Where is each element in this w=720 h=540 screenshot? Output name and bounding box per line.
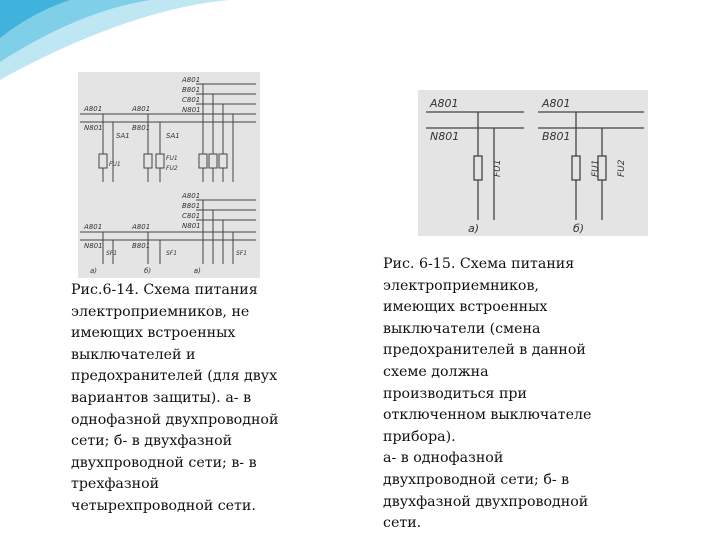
label-fu2: FU1 [166,155,178,162]
label-bus-n4: N801 [182,222,201,230]
label-sf1: SF1 [106,250,118,257]
label-fu2b: FU2 [166,165,178,172]
label-bus-a3: A801 [182,76,201,84]
label-bus-b2: B801 [132,124,151,132]
label-bus-c3: C801 [182,96,201,104]
label-bus-a4: A801 [182,192,201,200]
label-bus-a2: A801 [132,105,151,113]
label-bus-b-right: B801 [542,130,571,143]
label-sa1: SA1 [116,132,130,140]
figure-6-15-image [418,90,648,236]
label-bus-a-right: A801 [542,97,571,110]
label-variant-a: а) [90,267,98,275]
label-bus-b6: B801 [132,242,151,250]
label-variant-a-right: а) [468,222,480,235]
label-fu-right-1: FU1 [591,159,601,177]
label-bus-b4: B801 [182,202,201,210]
label-bus-a1: A801 [84,105,103,113]
label-sf2: SF1 [166,250,178,257]
label-variant-b-right: б) [573,222,585,235]
label-bus-n1: N801 [84,124,103,132]
label-bus-n-left: N801 [430,130,460,143]
figure-6-14-caption: Рис.6-14. Схема питания электроприемников, не имеющих встроенных выключателей и предохранителей (для двух вариантов защиты). а- в однофазной двухпроводной сети; б- в двухфазной двухпроводной сети; в- в трехфазной четырехпроводной сети. [71,282,279,514]
label-bus-c4: C801 [182,212,201,220]
label-sa2: SA1 [166,132,180,140]
label-fu-left: FU1 [493,159,503,177]
label-sf3: SF1 [236,250,248,257]
figure-6-15-caption: Рис. 6-15. Схема питания электроприемников, имеющих встроенных выключатели (смена предохранителей в данной схеме должна производиться при отключенном выключателе прибора). а- в однофазной двухпроводной сети; б- в двухфазной двухпроводной сети. [383,256,592,532]
label-bus-b3: B801 [182,86,201,94]
figure-6-14-image [78,72,260,278]
label-fu1: FU1 [109,161,121,168]
label-bus-a-left: A801 [430,97,459,110]
label-bus-a5: A801 [84,223,103,231]
label-variant-b: б) [144,267,152,275]
label-bus-n5: N801 [84,242,103,250]
label-bus-a6: A801 [132,223,151,231]
label-bus-n3: N801 [182,106,201,114]
label-variant-c: в) [194,267,201,275]
label-fu-right-2: FU2 [617,159,627,177]
